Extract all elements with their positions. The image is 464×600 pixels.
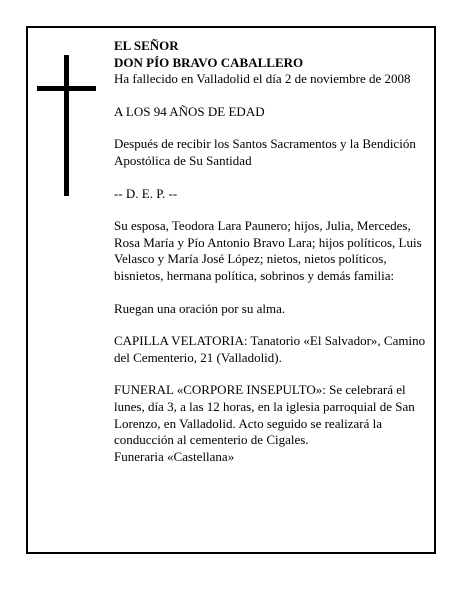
prayer-line: Ruegan una oración por su alma. (114, 300, 286, 316)
cross-horizontal-bar (37, 86, 96, 91)
chapel-line: CAPILLA VELATORIA: Tanatorio «El Salvador», Camino del Cementerio, 21 (Valladolid). (114, 333, 426, 365)
title-line-1: EL SEÑOR (114, 38, 179, 53)
title-line-2: DON PÍO BRAVO CABALLERO (114, 54, 304, 70)
rip-line: -- D. E. P. -- (114, 185, 178, 201)
obituary-text (114, 38, 430, 465)
funeral-home-line: Funeraria «Castellana» (114, 448, 235, 464)
death-notice: Ha fallecido en Valladolid el día 2 de noviembre de 2008 (114, 71, 411, 87)
funeral-line: FUNERAL «CORPORE INSEPULTO»: Se celebrará el lunes, día 3, a las 12 horas, en la iglesia parroquial de San Lorenzo, en Valladolid. Acto seguido se realizará la conducción al cementerio de Cigales. (114, 382, 415, 448)
age-line: A LOS 94 AÑOS DE EDAD (114, 103, 265, 119)
cross-vertical-bar (64, 55, 69, 196)
family-line: Su esposa, Teodora Lara Paunero; hijos, Julia, Mercedes, Rosa María y Pío Antonio Bravo Lara; hijos políticos, Luis Velasco y María José López; nietos, nietos políticos, bisnietos, hermana política, sobrinos y demás familia: (114, 218, 422, 283)
sacraments-line: Después de recibir los Santos Sacramentos y la Bendición Apostólica de Su Santidad (114, 136, 416, 168)
